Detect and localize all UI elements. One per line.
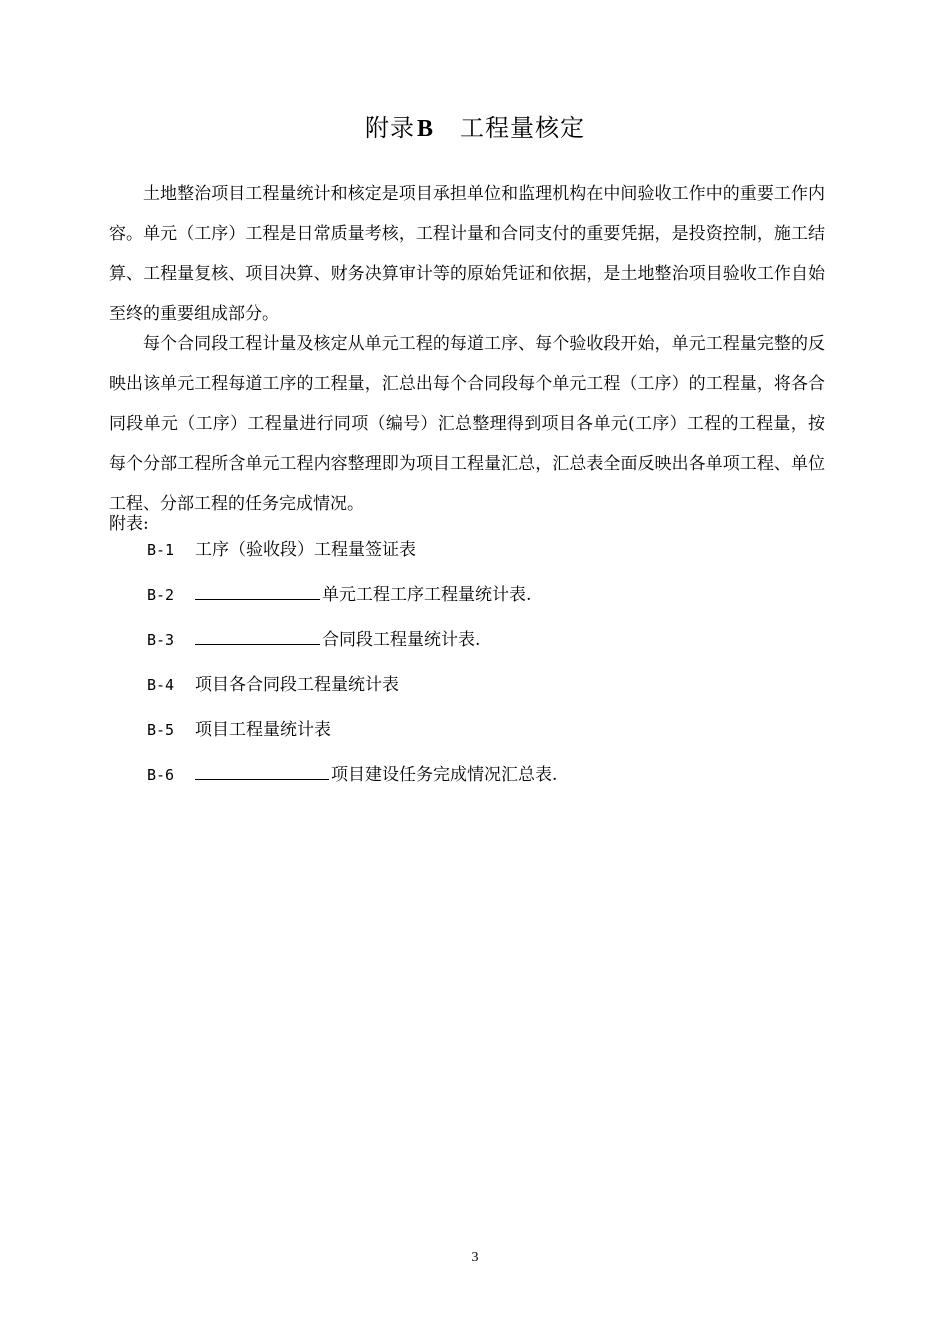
title-text: 工程量核定 (460, 114, 585, 142)
appendix-table-list (147, 536, 557, 806)
paragraph-text: 每个合同段工程计量及核定从单元工程的每道工序、每个验收段开始，单元工程量完整的反映出该单元工程每道工序的工程量，汇总出每个合同段每个单元工程（工序）的工程量，将各合同段单元（工序）工程量进行同项（编号）汇总整理得到项目各单元(工序）工程的工程量，按每个分部工程所含单元工程内容整理即为项目工程量汇总，汇总表全面反映出各单项工程、单位工程、分部工程的任务完成情况。 (109, 334, 825, 514)
table-list-item (147, 761, 557, 806)
table-code: B-6 (147, 766, 175, 784)
page-number: 3 (471, 1250, 479, 1265)
table-list-item (147, 671, 557, 716)
table-title: 项目建设任务完成情况汇总表. (331, 765, 558, 785)
table-code: B-4 (147, 676, 175, 694)
table-list-item (147, 536, 557, 581)
table-title: 项目各合同段工程量统计表 (195, 675, 399, 695)
appendix-title (0, 108, 950, 143)
table-title: 工序（验收段）工程量签证表 (195, 540, 416, 560)
table-title: 项目工程量统计表 (195, 720, 331, 740)
table-list-item (147, 626, 557, 671)
table-code: B-3 (147, 631, 175, 649)
title-prefix: 附录 (364, 114, 415, 142)
appendix-tables-label: 附表: (109, 514, 149, 534)
title-letter: B (416, 116, 434, 142)
paragraph-2 (109, 324, 825, 524)
fill-in-blank (195, 761, 329, 780)
table-code: B-2 (147, 586, 175, 604)
table-title: 单元工程工序工程量统计表. (322, 585, 532, 605)
table-code: B-5 (147, 721, 175, 739)
table-code: B-1 (147, 541, 175, 559)
table-title: 合同段工程量统计表. (322, 630, 481, 650)
table-list-item (147, 581, 557, 626)
table-list-item (147, 716, 557, 761)
fill-in-blank (195, 626, 320, 645)
paragraph-text: 土地整治项目工程量统计和核定是项目承担单位和监理机构在中间验收工作中的重要工作内容。单元（工序）工程是日常质量考核，工程计量和合同支付的重要凭据，是投资控制，施工结算、工程量复核、项目决算、财务决算审计等的原始凭证和依据，是土地整治项目验收工作自始至终的重要组成部分。 (109, 184, 825, 324)
paragraph-1 (109, 174, 825, 334)
fill-in-blank (195, 581, 320, 600)
